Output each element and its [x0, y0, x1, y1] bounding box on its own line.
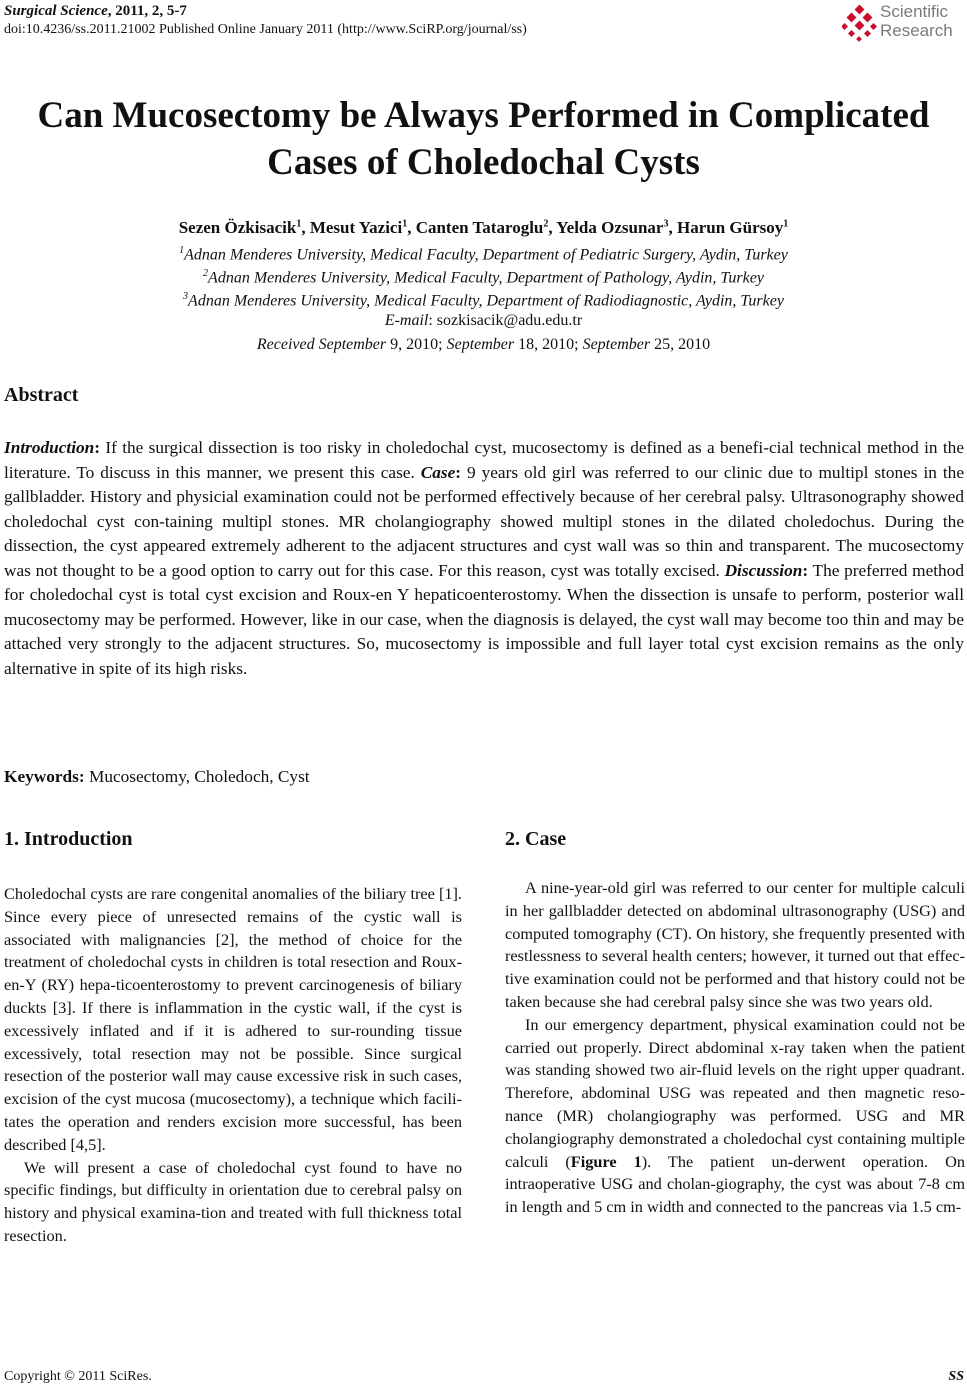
- doi-line: doi:10.4236/ss.2011.21002 Published Online January 2011 (http://www.SciRP.org/journal/ss): [4, 22, 527, 37]
- title-line-1: Can Mucosectomy be Always Performed in Complicated: [37, 95, 930, 136]
- received-dates: Received September 9, 2010; September 18, 2010; September 25, 2010: [256, 336, 711, 353]
- keywords-line: [4, 765, 310, 789]
- abstract-body: Introduction: If the surgical dissection is too risky in choledochal cyst, mucosectomy is defined as a benefi-cial technical method in the literature. To discuss in this manner, we present this case. Case: 9 years old girl was referred to our clinic due to multipl stones in the gallbladder. History and physicial examination could not be performed effectively because of her cerebral palsy. Ultrasonography showed choledochal cyst con-taining multipl stones. MR cholangiography showed multipl stones in the dilated choledochus. During the dissection, the cyst appeared extremely adherent to the adjacent structures and cyst wall was so thin and transparent. The mucosectomy was not thought to be a good option to carry out for this case. For this reason, cyst was totally excised. Discussion: The preferred method for choledochal cyst is total cyst excision and Roux-en Y hepaticoenterostomy. When the dissection is unsafe to perform, posterior wall mucosectomy may be performed. However, like in our case, when the diagnosis is delayed, the cyst wall may become too thin and may be attached very strongly to the adjacent structures. So, mucosectomy is impossible and full layer total cyst excision remains as the only alternative in spite of its high risks.: [4, 438, 964, 678]
- affiliation-2: $^2$Adnan Menderes University, Medical Faculty, Department of Pathology, Aydin, Turkey: [203, 268, 764, 287]
- email-label: E-mail: [384, 312, 429, 329]
- author: Sezen Özkisacik$^1$,: [178, 217, 310, 237]
- paragraph: In our emergency department, physical examination could not be carried out properly. Direct abdominal x-ray taken when the patient was standing showed two air-fluid levels on the right upper quadrant. Therefore, abdominal USG was repeated and then magnetic reso-nance (MR) cholangiography was performed. USG and MR cholangiography demonstrated a choledochal cyst containing multiple calculi (Figure 1). The patient un-derwent operation. On intraoperative USG and cholan-giography, the cyst was about 7-8 cm in length and 5 cm in width and connected to the pancreas via 1.5 cm-: [505, 1014, 965, 1217]
- column-left: [4, 883, 462, 1248]
- paragraph: A nine-year-old girl was referred to our center for multiple calculi in her gallbladder detected on abdominal ultrasonography (USG) and computed tomography (CT). On history, she frequently presented with restlessness to several health centers; however, it turned out that effec-tive examination could not be performed and that history could not be taken because she had cerebral palsy since she was two years old.: [505, 878, 965, 1011]
- paragraph: We will present a case of choledochal cyst found to have no specific findings, but difficulty in orientation due to cerebral palsy on history and physical examina-tion and treated with full thickness total resection.: [4, 1157, 462, 1245]
- author: Harun Gürsoy$^1$: [676, 217, 789, 237]
- logo-line-2: Research: [880, 21, 953, 40]
- affiliation-1: $^1$Adnan Menderes University, Medical Faculty, Department of Pediatric Surgery, Aydin, Turkey: [179, 245, 788, 264]
- logo-dots-icon: [842, 4, 878, 44]
- paragraph: Choledochal cysts are rare congenital anomalies of the biliary tree [1]. Since every piece of unresected remains of the cystic wall is associated with malignancies [2], the method of choice for the treatment of choledochal cysts in children is total resection and Roux-en-Y (RY) hepa-ticoenterostomy to prevent carcinogenesis of biliary duckts [3]. If there is inflammation in the cystic wall, if the cyst is excessively inflated and if it is adhered to sur-rounding tissue excessively, total resection may not be possible. Since surgical resection of the posterior wall may cause excessive risk in such cases, excision of the cyst mucosa (mucosectomy), a technique which facili-tates the operation and renders excision more successful, has been described [4,5].: [4, 884, 462, 1154]
- affiliation-3: $^3$Adnan Menderes University, Medical Faculty, Department of Radiodiagnostic, Aydin, Turkey: [183, 291, 784, 310]
- section-heading-case: 2. Case: [505, 828, 567, 850]
- abstract-heading: Abstract: [4, 384, 79, 406]
- copyright: Copyright © 2011 SciRes.: [4, 1369, 152, 1384]
- section-heading-introduction: 1. Introduction: [4, 828, 133, 850]
- column-right: [505, 877, 965, 1219]
- abstract-intro-label: Introduction: [4, 438, 95, 457]
- journal-citation: [4, 2, 964, 21]
- author: Yelda Ozsunar$^3$,: [556, 217, 677, 237]
- logo-text: [880, 2, 953, 40]
- page-header: [4, 2, 964, 52]
- keywords-value: Mucosectomy, Choledoch, Cyst: [84, 767, 310, 786]
- email-line: [0, 310, 967, 332]
- article-title: [0, 92, 967, 186]
- publisher-logo: [842, 2, 962, 48]
- author: Canten Tataroglu$^2$,: [415, 217, 557, 237]
- figure-reference: Figure 1: [570, 1151, 642, 1171]
- logo-line-1: Scientific: [880, 2, 949, 21]
- title-line-2: Cases of Choledochal Cysts: [267, 142, 700, 183]
- journal-volume: , 2011, 2, 5-7: [107, 3, 187, 19]
- author-list: [0, 212, 967, 240]
- keywords-label: Keywords:: [4, 767, 85, 786]
- author: Mesut Yazici$^1$,: [309, 217, 416, 237]
- journal-abbreviation: SS: [948, 1369, 964, 1384]
- email-value: : sozkisacik@adu.edu.tr: [428, 312, 583, 329]
- abstract-case-label: Case: [420, 462, 456, 482]
- journal-name: Surgical Science: [4, 3, 108, 19]
- abstract-discussion-label: Discussion: [724, 560, 803, 580]
